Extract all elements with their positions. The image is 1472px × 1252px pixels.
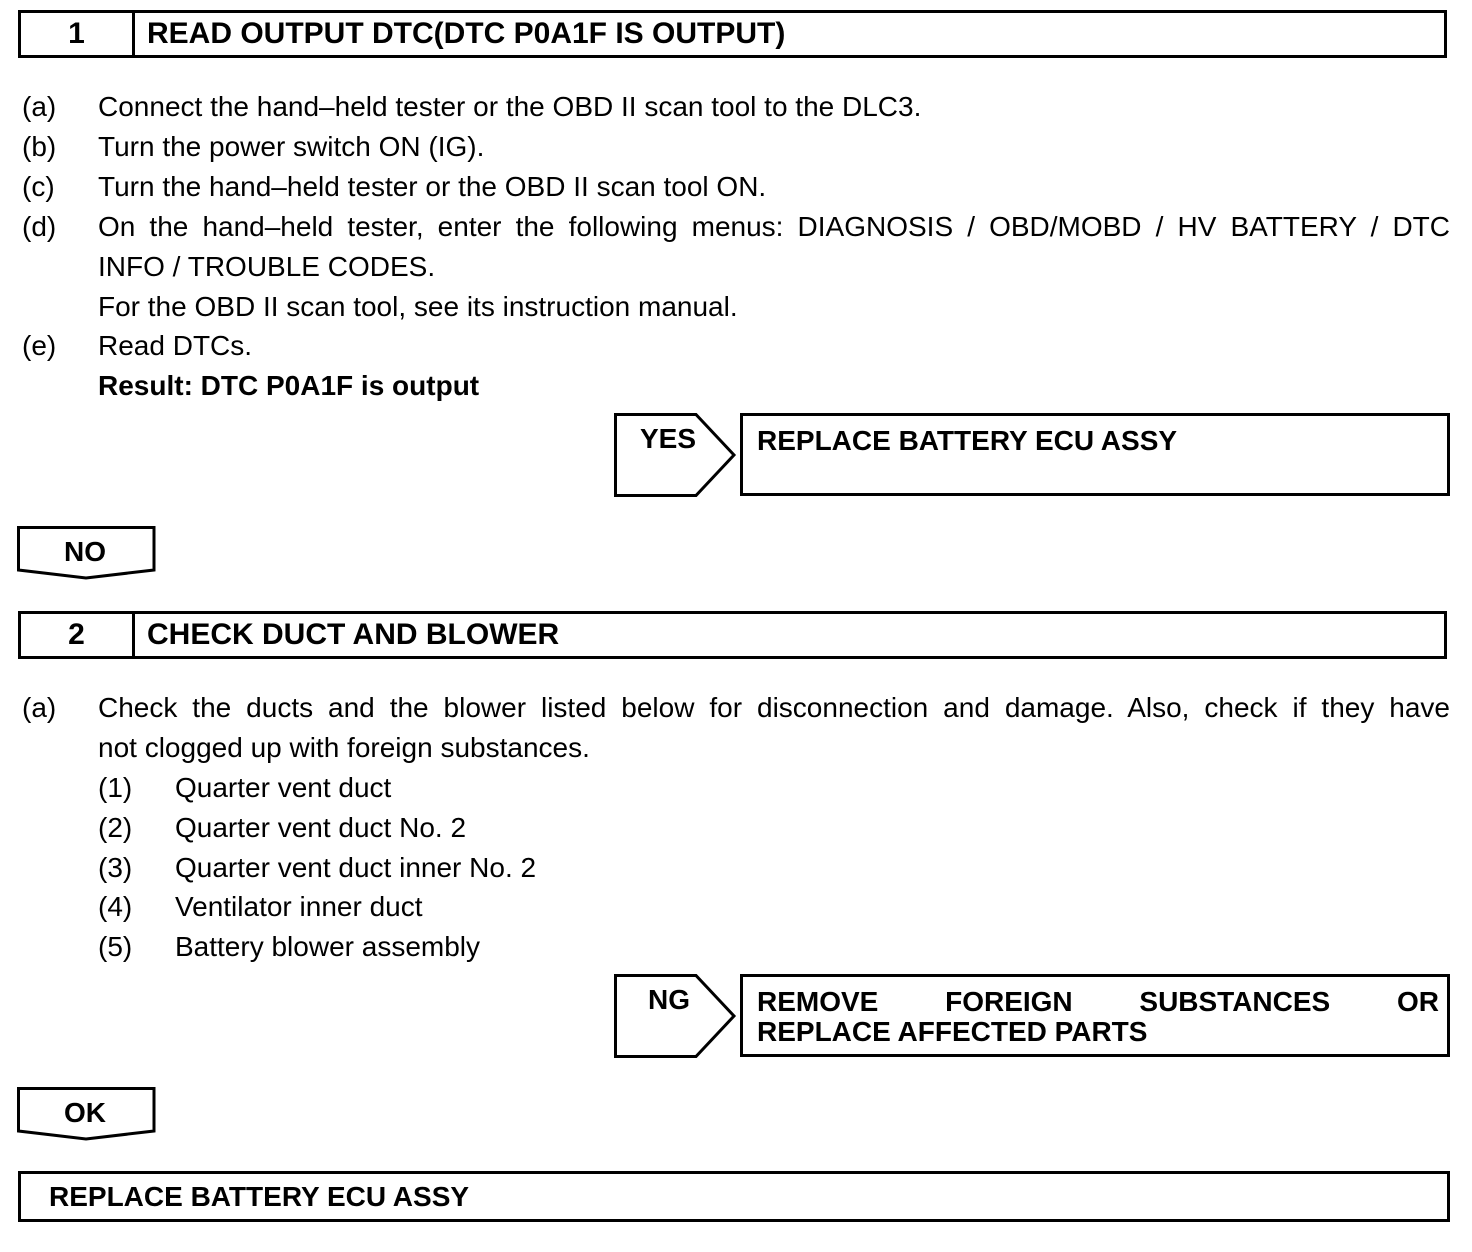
ng-action-line-1	[757, 987, 1439, 1017]
step-1-item-c-text: Turn the hand–held tester or the OBD II scan tool ON.	[98, 171, 767, 202]
ng-word-2: FOREIGN	[945, 986, 1073, 1017]
ok-label: OK	[64, 1097, 106, 1128]
subitem-1-label: (1)	[98, 772, 133, 803]
subitem-5-text: Battery blower assembly	[175, 931, 481, 962]
step-1-item-c-label: (c)	[22, 171, 55, 202]
step-1-item-d-text-3: For the OBD II scan tool, see its instruction manual.	[98, 291, 738, 322]
step-1-item-b-label: (b)	[22, 131, 57, 162]
step-1-title: READ OUTPUT DTC(DTC P0A1F IS OUTPUT)	[147, 17, 786, 50]
step-2-number: 2	[21, 614, 135, 656]
ng-action-text	[757, 987, 1439, 1047]
yes-label: YES	[640, 423, 697, 454]
step-2-title: CHECK DUCT AND BLOWER	[147, 618, 560, 651]
ng-word-3: SUBSTANCES	[1139, 986, 1331, 1017]
step-2-item-a-text-2: not clogged up with foreign substances.	[98, 732, 590, 763]
final-action-text: REPLACE BATTERY ECU ASSY	[49, 1181, 470, 1212]
step-2-item-a-text: Check the ducts and the blower listed below for disconnection and damage. Also, check if they have	[98, 692, 1450, 723]
step-1-item-d-text-2: INFO / TROUBLE CODES.	[98, 251, 436, 282]
step-1-result: Result: DTC P0A1F is output	[98, 370, 480, 401]
ng-word-4: OR	[1396, 986, 1439, 1017]
subitem-3-label: (3)	[98, 852, 133, 883]
subitem-2-label: (2)	[98, 812, 133, 843]
step-1-item-b-text: Turn the power switch ON (IG).	[98, 131, 485, 162]
step-1-item-d-text: On the hand–held tester, enter the following menus: DIAGNOSIS / OBD/MOBD / HV BATTERY / DTC	[98, 211, 1450, 242]
step-1-item-a-label: (a)	[22, 91, 57, 122]
subitem-3-text: Quarter vent duct inner No. 2	[175, 852, 537, 883]
ng-label: NG	[648, 984, 690, 1015]
subitem-4-text: Ventilator inner duct	[175, 891, 423, 922]
step-2-header	[18, 611, 1447, 659]
final-action-box	[18, 1171, 1450, 1222]
ng-action-line-2: REPLACE AFFECTED PARTS	[757, 1016, 1148, 1047]
step-2-item-a-label: (a)	[22, 692, 57, 723]
ng-action-box	[740, 974, 1450, 1057]
step-1-header	[18, 10, 1447, 58]
subitem-4-label: (4)	[98, 891, 133, 922]
step-1-number: 1	[21, 13, 135, 55]
step-1-item-e-text: Read DTCs.	[98, 330, 253, 361]
subitem-5-label: (5)	[98, 931, 133, 962]
no-label: NO	[64, 536, 106, 567]
step-1-item-a-text: Connect the hand–held tester or the OBD II scan tool to the DLC3.	[98, 91, 922, 122]
step-1-item-d-label: (d)	[22, 211, 57, 242]
step-1-item-e-label: (e)	[22, 330, 57, 361]
subitem-1-text: Quarter vent duct	[175, 772, 392, 803]
subitem-2-text: Quarter vent duct No. 2	[175, 812, 467, 843]
ng-word-1: REMOVE	[757, 986, 879, 1017]
yes-action-text: REPLACE BATTERY ECU ASSY	[757, 425, 1178, 456]
yes-action-box	[740, 413, 1450, 496]
